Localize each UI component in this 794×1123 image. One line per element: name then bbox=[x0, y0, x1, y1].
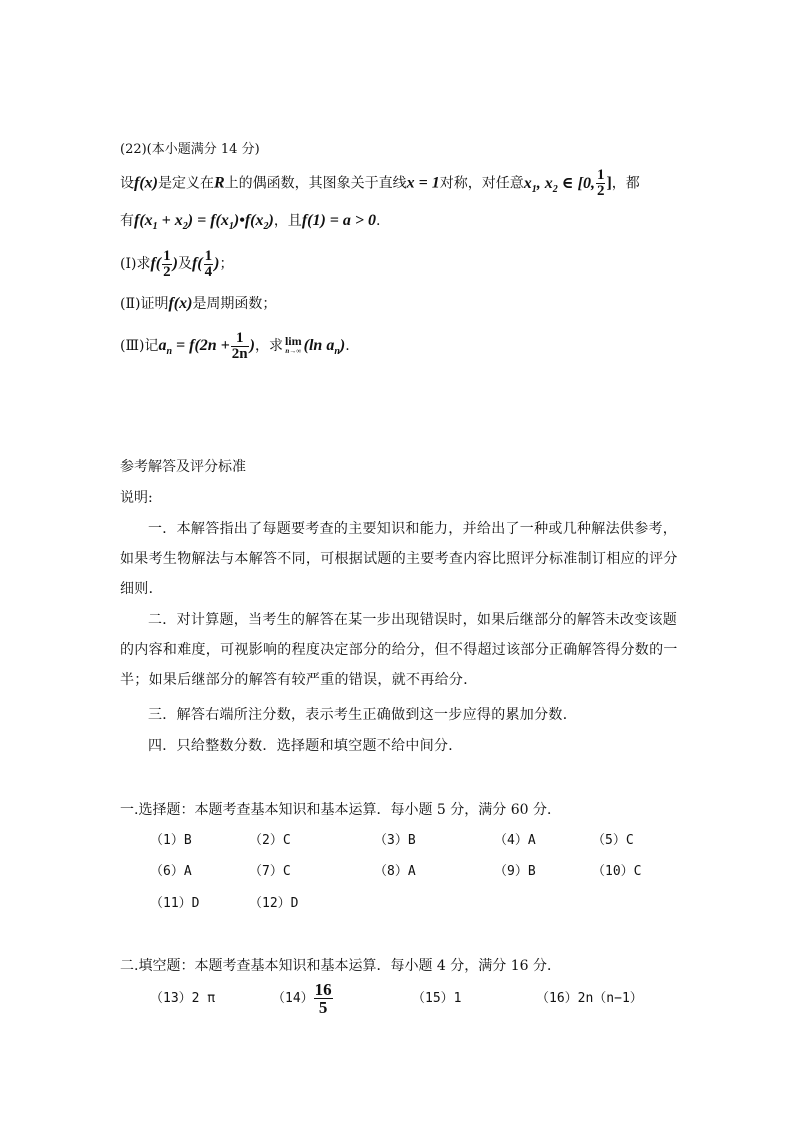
math-f: f( bbox=[191, 255, 203, 272]
answer-12: （12）D bbox=[249, 896, 299, 911]
text: 设 bbox=[120, 175, 134, 192]
answer-1: （1）B bbox=[150, 833, 192, 848]
answer-14-label: （14） bbox=[272, 991, 314, 1006]
text: 是定义在 bbox=[157, 175, 214, 192]
answer-6: （6）A bbox=[150, 864, 192, 879]
math-fx: f(x) bbox=[134, 174, 158, 192]
math-ln-an: (ln $a_n$) bbox=[303, 337, 346, 357]
problem-line-2 bbox=[120, 211, 380, 237]
answer-14 bbox=[272, 980, 333, 1018]
part-label: (Ⅲ)记 bbox=[120, 338, 159, 354]
fraction-1-2n: $\frac{1}{2n}$ bbox=[231, 329, 248, 362]
math-x-eq-1: x = 1 bbox=[406, 174, 440, 192]
note-4: 四．只给整数分数．选择题和填空题不给中间分． bbox=[148, 738, 463, 754]
section1-title: 一.选择题：本题考查基本知识和基本运算．每小题 5 分，满分 60 分． bbox=[120, 802, 561, 818]
problem-header: (22)(本小题满分 14 分) bbox=[120, 142, 260, 157]
fraction-16-5: $\frac{16}{5}$ bbox=[314, 980, 332, 1017]
text: 有 bbox=[120, 213, 134, 229]
math-x1x2: $x_1$, $x_2$ ∈ [0, bbox=[523, 174, 595, 195]
note-label: 说明: bbox=[120, 490, 153, 506]
bracket: ] bbox=[606, 174, 612, 192]
note-1: 一．本解答指出了每题要考查的主要知识和能力，并给出了一种或几种解法供参考，如果考生物解法与本解答不同，可根据试题的主要考查内容比照评分标准制订相应的评分细则． bbox=[120, 521, 678, 597]
part-label: (Ⅰ)求 bbox=[120, 256, 151, 272]
math-condition: f(1) = a > 0 bbox=[301, 212, 377, 229]
answer-16: （16）2n（n−1） bbox=[536, 991, 643, 1006]
math-paren: ) bbox=[172, 255, 178, 272]
note-2: 二．对计算题，当考生的解答在某一步出现错误时，如果后继部分的解答未改变该题的内容和难度，可视影响的程度决定部分的给分，但不得超过该部分正确解答得分数的一半；如果后继部分的解答有较严重的错误，就不再给分． bbox=[120, 612, 678, 688]
answer-2: （2）C bbox=[249, 833, 291, 848]
section2-title: 二.填空题：本题考查基本知识和基本运算．每小题 4 分，满分 16 分． bbox=[120, 958, 561, 974]
text: . bbox=[376, 213, 381, 229]
limit-symbol: lim n→∞ bbox=[284, 334, 302, 355]
math-paren: ) bbox=[214, 255, 220, 272]
answer-13: （13）2 π bbox=[150, 991, 216, 1006]
fraction-1-2: $\frac{1}{2}$ bbox=[163, 247, 171, 280]
math-fx: f(x) bbox=[168, 295, 193, 312]
text: ，且 bbox=[273, 213, 302, 229]
answer-3: （3）B bbox=[374, 833, 416, 848]
fraction-half: $\frac{1}{2}$ bbox=[596, 167, 605, 199]
text: ，求 bbox=[254, 338, 283, 354]
math-functional-equation: $f(x_1 + x_2)$ = $f(x_1)•f(x_2)$ bbox=[134, 212, 274, 232]
problem-part-3 bbox=[120, 330, 350, 368]
math-f: f( bbox=[150, 255, 162, 272]
answer-5: （5）C bbox=[592, 833, 634, 848]
answer-10: （10）C bbox=[592, 864, 642, 879]
problem-part-1 bbox=[120, 248, 233, 280]
answer-11: （11）D bbox=[150, 896, 200, 911]
answer-15: （15）1 bbox=[412, 991, 462, 1006]
text: 对称，对任意 bbox=[439, 175, 524, 192]
text: . bbox=[345, 338, 350, 354]
answer-8: （8）A bbox=[374, 864, 416, 879]
answer-7: （7）C bbox=[249, 864, 291, 879]
text: 及 bbox=[177, 256, 192, 272]
text: ； bbox=[219, 256, 234, 272]
math-an: $a_n = f(2n$ + bbox=[158, 337, 230, 357]
problem-part-2 bbox=[120, 294, 276, 314]
math-paren: ) bbox=[249, 337, 255, 354]
part-label: (Ⅱ)证明 bbox=[120, 296, 169, 312]
note-3: 三．解答右端所注分数，表示考生正确做到这一步应得的累加分数． bbox=[148, 707, 577, 723]
reference-title: 参考解答及评分标准 bbox=[120, 459, 246, 475]
text: 是周期函数； bbox=[192, 296, 277, 312]
fraction-1-4: $\frac{1}{4}$ bbox=[204, 247, 213, 280]
problem-line-1 bbox=[120, 168, 640, 203]
text: 上的偶函数，其图象关于直线 bbox=[224, 175, 407, 192]
math-R: R bbox=[213, 174, 225, 192]
text: ，都 bbox=[611, 175, 640, 192]
answer-4: （4）A bbox=[494, 833, 536, 848]
answer-9: （9）B bbox=[494, 864, 536, 879]
